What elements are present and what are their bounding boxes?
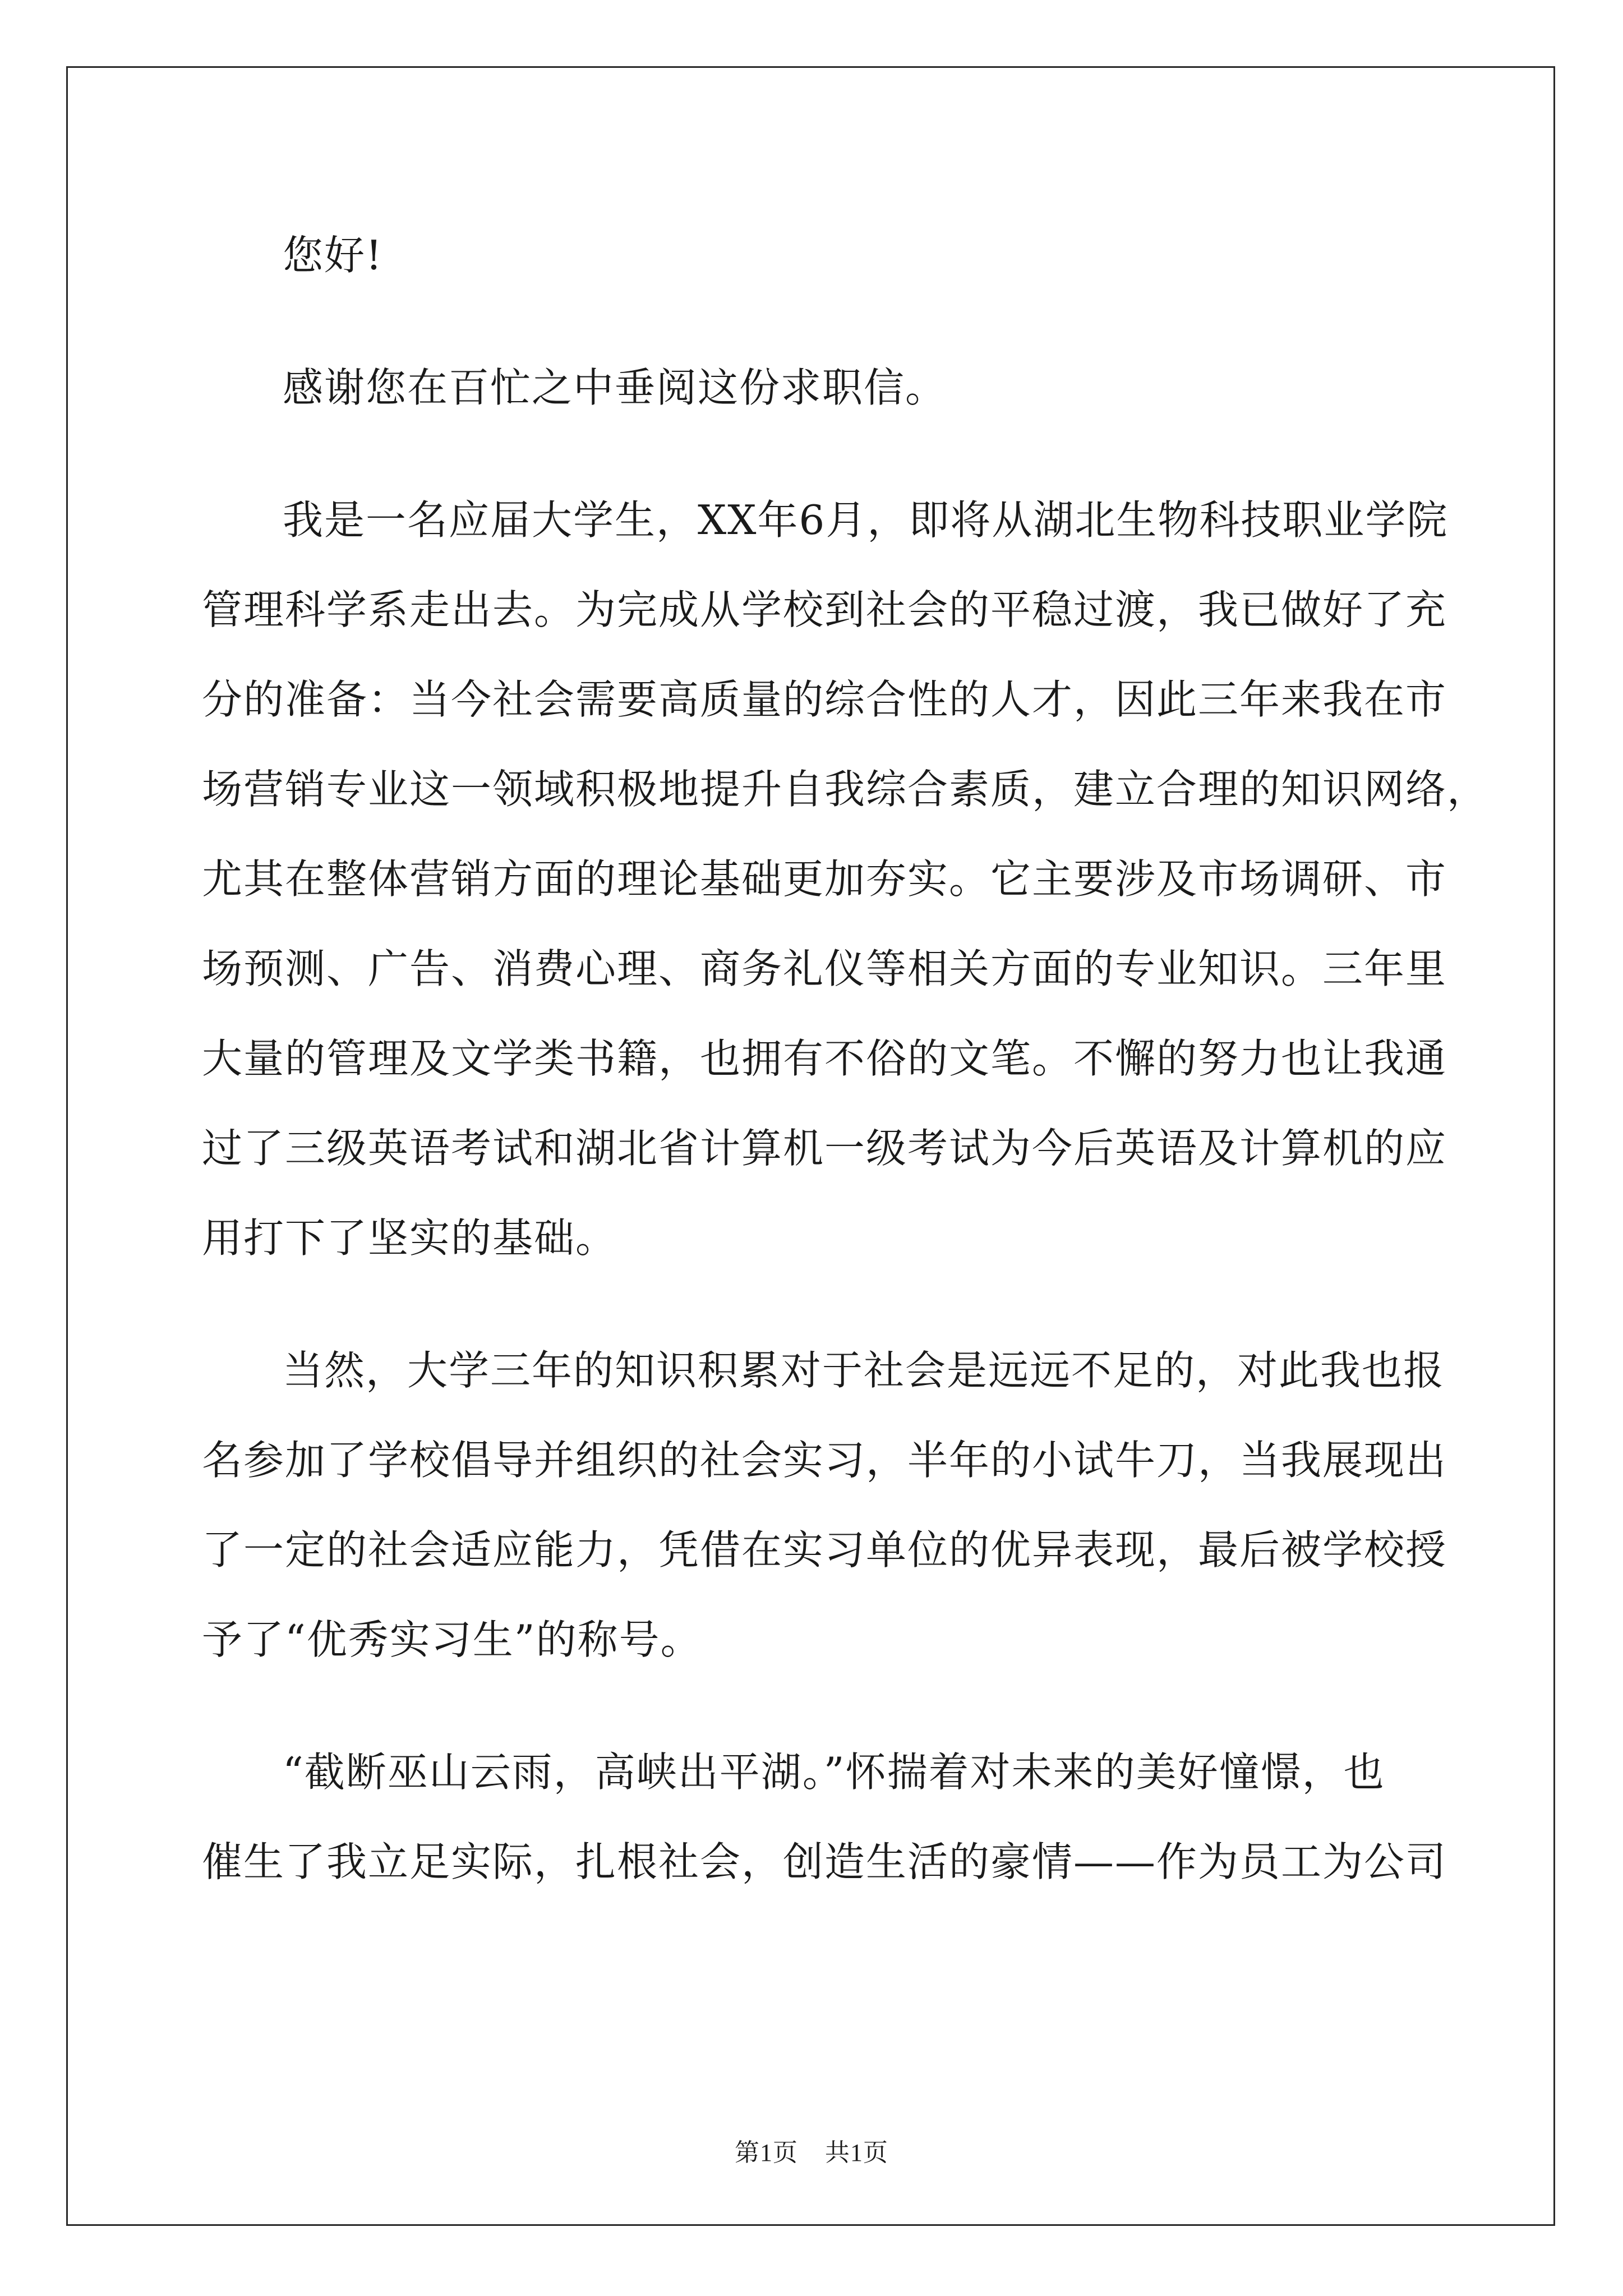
paragraph-line: 过了三级英语考试和湖北省计算机一级考试为今后英语及计算机的应 — [202, 1125, 1447, 1172]
paragraph-line: 感谢您在百忙之中垂阅这份求职信。 — [283, 364, 947, 411]
paragraph-line: 场营销专业这一领域积极地提升自我综合素质，建立合理的知识网络， — [202, 766, 1489, 813]
paragraph-line: 当然，大学三年的知识积累对于社会是远远不足的，对此我也报 — [283, 1347, 1445, 1394]
paragraph-line: 名参加了学校倡导并组织的社会实习，半年的小试牛刀，当我展现出 — [202, 1437, 1447, 1484]
paragraph-line: 催生了我立足实际，扎根社会，创造生活的豪情——作为员工为公司 — [202, 1838, 1447, 1885]
paragraph-1 — [202, 343, 1441, 432]
paragraph-line: 用打下了坚实的基础。 — [202, 1214, 617, 1262]
paragraph-3 — [202, 1326, 1447, 1685]
paragraph-line: 场预测、广告、消费心理、商务礼仪等相关方面的专业知识。三年里 — [202, 945, 1447, 992]
greeting-text: 您好! — [283, 232, 383, 279]
paragraph-4 — [202, 1727, 1447, 1907]
paragraph-line: 我是一名应届大学生，XX年6月，即将从湖北生物科技职业学院 — [283, 496, 1449, 544]
paragraph-line: “截断巫山云雨，高峡出平湖。”怀揣着对未来的美好憧憬，也 — [283, 1749, 1385, 1796]
paragraph-line: 予了“优秀实习生”的称号。 — [202, 1616, 702, 1663]
page-footer — [0, 2136, 1623, 2170]
page-number: 第1页 — [735, 2139, 798, 2166]
paragraph-line: 管理科学系走出去。为完成从学校到社会的平稳过渡，我已做好了充 — [202, 586, 1447, 633]
paragraph-2 — [202, 475, 1489, 1283]
paragraph-line: 尤其在整体营销方面的理论基础更加夯实。它主要涉及市场调研、市 — [202, 855, 1447, 903]
paragraph-line: 大量的管理及文学类书籍，也拥有不俗的文笔。不懈的努力也让我通 — [202, 1035, 1447, 1082]
paragraph-line: 分的准备：当今社会需要高质量的综合性的人才，因此三年来我在市 — [202, 676, 1447, 723]
page-total: 共1页 — [825, 2139, 888, 2166]
letter-body — [202, 210, 1489, 1949]
greeting — [202, 210, 1441, 300]
paragraph-line: 了一定的社会适应能力，凭借在实习单位的优异表现，最后被学校授 — [202, 1526, 1447, 1573]
